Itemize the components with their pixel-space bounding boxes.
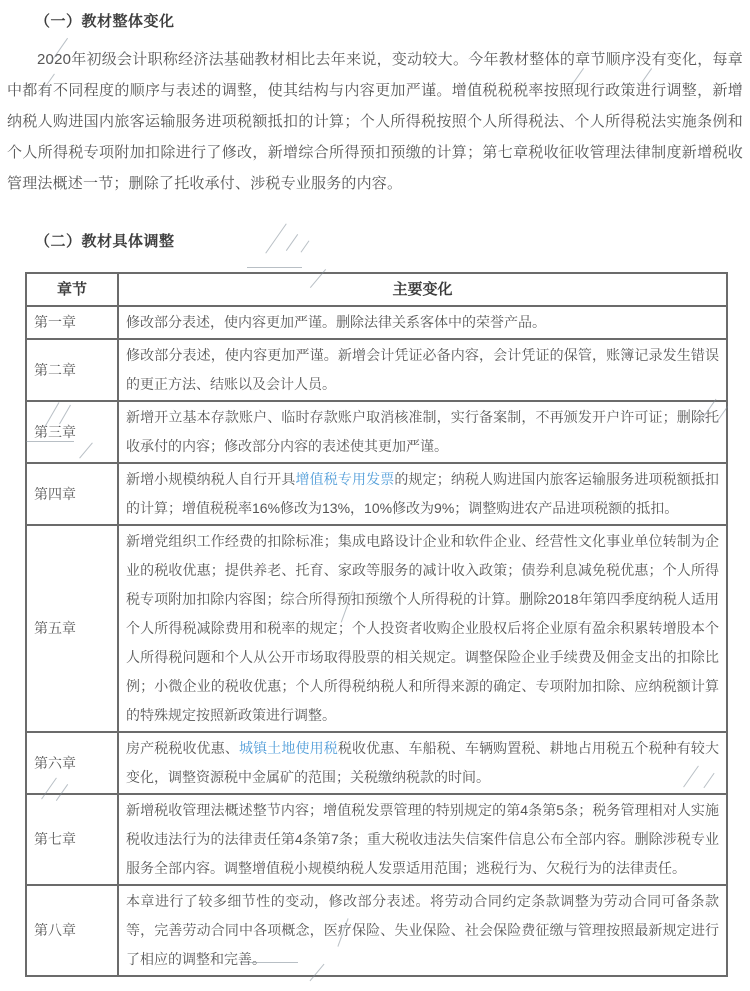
table-row-chapter-7 bbox=[26, 794, 727, 885]
table-row-chapter-8 bbox=[26, 885, 727, 976]
changes-cell bbox=[118, 794, 727, 885]
changes-cell bbox=[118, 306, 727, 339]
changes-text: 新增税收管理法概述整节内容；增值税发票管理的特别规定的第4条第5条；税务管理相对人实施税收违法行为的法律责任第4条第7条；重大税收违法失信案件信息公布全部内容。删除涉税专业服务全部内容。调整增值税小规模纳税人发票适用范围；逃税行为、欠税行为的法律责任。 bbox=[126, 802, 719, 876]
chapter-cell: 第六章 bbox=[26, 732, 118, 794]
changes-text: 的规定；纳税人购进国内旅客运输服务进项税额抵扣的计算；增值税税率16%修改为13%，10%修改为9%；调整购进农产品进项税额的抵扣。 bbox=[126, 471, 720, 516]
chapter-cell: 第二章 bbox=[26, 339, 118, 401]
vat-special-invoice-link[interactable]: 增值税专用发票 bbox=[295, 471, 395, 487]
changes-cell bbox=[118, 339, 727, 401]
section-heading-overall-changes: （一）教材整体变化 bbox=[35, 13, 175, 30]
chapter-cell: 第四章 bbox=[26, 463, 118, 525]
changes-cell bbox=[118, 885, 727, 976]
overall-changes-paragraph: 2020年初级会计职称经济法基础教材相比去年来说，变动较大。今年教材整体的章节顺序没有变化，每章中都有不同程度的顺序与表述的调整，使其结构与内容更加严谨。增值税税税率按照现行政策进行调整，新增纳税人购进国内旅客运输服务进项税额抵扣的计算；个人所得税按照个人所得税法、个人所得税法实施条例和个人所得税专项附加扣除进行了修改，新增综合所得预扣预缴的计算；第七章税收征收管理法律制度新增税收管理法概述一节；删除了托收承付、涉税专业服务的内容。 bbox=[7, 51, 743, 192]
changes-text: 本章进行了较多细节性的变动，修改部分表述。将劳动合同约定条款调整为劳动合同可备条款等，完善劳动合同中各项概念，医疗保险、失业保险、社会保险费征缴与管理按照最新规定进行了相应的调整和完善。 bbox=[126, 893, 719, 967]
changes-text: 新增党组织工作经费的扣除标准；集成电路设计企业和软件企业、经营性文化事业单位转制为企业的税收优惠；提供养老、托育、家政等服务的减计收入政策；债券利息减免税优惠；个人所得税专项附加扣除内容图；综合所得预扣预缴个人所得税的计算。删除2018年第四季度纳税人适用个人所得税减除费用和税率的规定；个人投资者收购企业股权后将企业原有盈余积累转增股本个人所得税问题和个人从公开市场取得股票的相关规定。调整保险企业手续费及佣金支出的扣除比例；小微企业的税收优惠；个人所得税纳税人和所得来源的确定、专项附加扣除、应纳税额计算的特殊规定按照新政策进行调整。 bbox=[126, 533, 719, 723]
changes-text: 房产税税收优惠、 bbox=[126, 740, 239, 756]
changes-text: 修改部分表述，使内容更加严谨。删除法律关系客体中的荣誉产品。 bbox=[126, 314, 546, 330]
table-row-chapter-3 bbox=[26, 401, 727, 463]
table-row-chapter-4 bbox=[26, 463, 727, 525]
changes-text: 新增开立基本存款账户、临时存款账户取消核准制，实行备案制，不再颁发开户许可证；删除托收承付的内容；修改部分内容的表述使其更加严谨。 bbox=[126, 409, 719, 454]
chapter-cell: 第五章 bbox=[26, 525, 118, 732]
table-row-chapter-6 bbox=[26, 732, 727, 794]
column-header-chapter: 章节 bbox=[26, 273, 118, 306]
chapter-cell: 第八章 bbox=[26, 885, 118, 976]
changes-cell bbox=[118, 401, 727, 463]
changes-cell bbox=[118, 525, 727, 732]
column-header-main-changes: 主要变化 bbox=[118, 273, 727, 306]
changes-cell bbox=[118, 732, 727, 794]
changes-text: 修改部分表述，使内容更加严谨。新增会计凭证必备内容，会计凭证的保管，账簿记录发生错误的更正方法、结账以及会计人员。 bbox=[126, 347, 719, 392]
table-row-chapter-1 bbox=[26, 306, 727, 339]
chapter-cell: 第一章 bbox=[26, 306, 118, 339]
section-heading-specific-adjustments: （二）教材具体调整 bbox=[35, 233, 175, 250]
urban-land-use-tax-link[interactable]: 城镇土地使用税 bbox=[238, 740, 338, 756]
table-row-chapter-2 bbox=[26, 339, 727, 401]
table-header-row bbox=[26, 273, 727, 306]
textbook-changes-table bbox=[25, 272, 728, 977]
changes-text: 新增小规模纳税人自行开具 bbox=[126, 471, 296, 487]
chapter-cell: 第三章 bbox=[26, 401, 118, 463]
changes-text: 税收优惠、车船税、车辆购置税、耕地占用税五个税种有较大变化，调整资源税中金属矿的范围；关税缴纳税款的时间。 bbox=[126, 740, 720, 785]
table-row-chapter-5 bbox=[26, 525, 727, 732]
chapter-cell: 第七章 bbox=[26, 794, 118, 885]
changes-cell bbox=[118, 463, 727, 525]
